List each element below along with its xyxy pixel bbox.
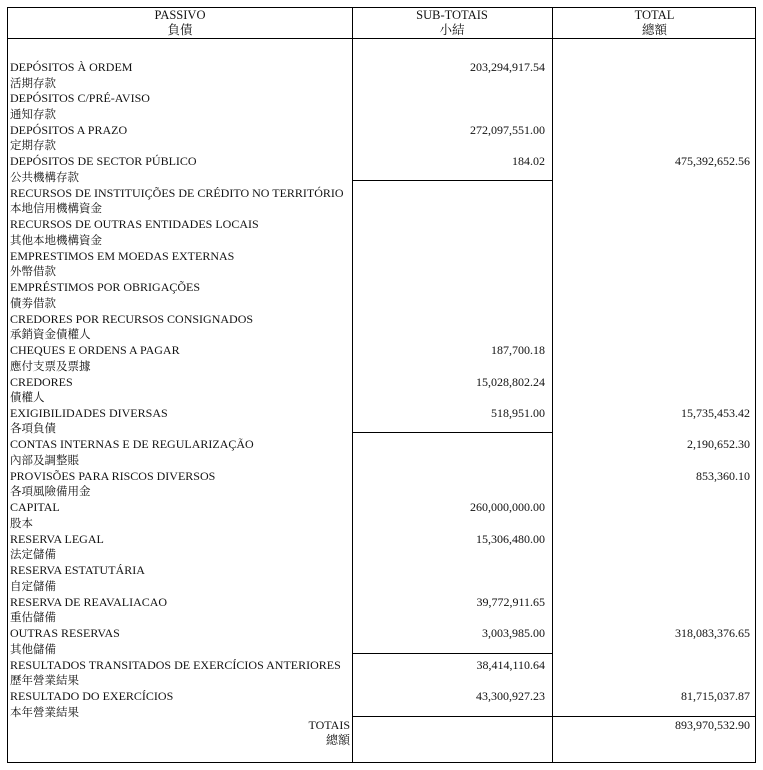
row-label: EXIGIBILIDADES DIVERSAS [10,405,168,420]
subtotal-rule [352,180,552,181]
row-total: 853,360.10 [696,468,750,483]
header-passivo-label: PASSIVO [154,8,206,22]
row-label-zh: 本地信用機構資金 [10,201,102,216]
row-label: RESERVA DE REAVALIACAO [10,594,168,609]
row-label: RESERVA ESTATUTÁRIA [10,563,145,578]
header-total [552,8,757,38]
row-label-zh: 外幣借款 [10,264,56,279]
row-label: DEPÓSITOS DE SECTOR PÚBLICO [10,154,197,169]
subtotal-rule [352,432,552,433]
row-label: EMPRÉSTIMOS POR OBRIGAÇÕES [10,280,201,295]
row-subtotal: 272,097,551.00 [470,122,545,137]
row-label: CONTAS INTERNAS E DE REGULARIZAÇÃO [10,437,254,452]
row-label: CHEQUES E ORDENS A PAGAR [10,343,180,358]
row-label: DEPÓSITOS À ORDEM [10,60,133,74]
row-subtotal: 38,414,110.64 [476,657,545,672]
header-total-label: TOTAL [634,8,675,22]
row-label-zh: 股本 [10,515,33,530]
row-subtotal: 3,003,985.00 [482,626,545,641]
row-label-zh: 自定儲備 [10,578,56,593]
row-label-zh: 重估儲備 [10,610,56,625]
row-label: OUTRAS RESERVAS [10,626,120,641]
row-total: 15,735,453.42 [681,405,750,420]
row-label: RESERVA LEGAL [10,531,104,546]
row-label-zh: 本年營業結果 [10,704,79,719]
row-label: RESULTADO DO EXERCÍCIOS [10,689,174,703]
row-subtotal: 184.02 [512,154,545,169]
header-passivo-label-zh: 負債 [167,23,193,37]
row-label-zh: 公共機構存款 [10,169,79,184]
subtotal-rule [352,653,552,654]
header-total-label-zh: 總額 [641,23,667,37]
row-label: CAPITAL [10,500,60,515]
row-subtotal: 15,028,802.24 [476,374,545,389]
header-subtotais-label: SUB-TOTAIS [416,8,488,22]
row-label-zh: 其他儲備 [10,641,56,656]
row-subtotal: 187,700.18 [491,343,545,358]
row-label: RESULTADOS TRANSITADOS DE EXERCÍCIOS ANTERIORES [10,657,341,672]
row-label-zh: 活期存款 [10,75,56,90]
row-label-zh: 應付支票及票據 [10,358,91,373]
header-passivo [8,8,352,38]
row-label-zh: 通知存款 [10,106,56,121]
row-total: 475,392,652.56 [675,154,750,169]
row-label-zh: 債劵借款 [10,295,56,310]
row-label: CREDORES POR RECURSOS CONSIGNADOS [10,311,254,326]
row-label: RECURSOS DE INSTITUIÇÕES DE CRÉDITO NO TERRITÓRIO [10,185,344,200]
totals-value: 893,970,532.90 [675,718,750,732]
header-subtotais [352,8,552,38]
row-subtotal: 43,300,927.23 [476,689,545,703]
row-label-zh: 承銷資金債權人 [10,327,91,342]
row-label-zh: 法定儲備 [10,547,56,562]
totals-label-zh: 總額 [325,733,350,747]
row-subtotal: 203,294,917.54 [470,60,545,74]
row-subtotal: 39,772,911.65 [476,594,545,609]
row-label-zh: 內部及調整賬 [10,452,79,467]
row-label: CREDORES [10,374,73,389]
row-label: PROVISÕES PARA RISCOS DIVERSOS [10,468,216,483]
totals-rule [352,716,755,717]
row-label: DEPÓSITOS C/PRÉ-AVISO [10,91,150,106]
row-total: 81,715,037.87 [681,689,750,703]
row-label-zh: 定期存款 [10,138,56,153]
row-label-zh: 歷年營業結果 [10,673,79,688]
row-label-zh: 各項風險備用金 [10,484,91,499]
totals-label [8,718,350,748]
row-subtotal: 518,951.00 [491,405,545,420]
row-total: 318,083,376.65 [675,626,750,641]
row-subtotal: 15,306,480.00 [476,531,545,546]
column-divider [552,8,553,762]
row-label-zh: 各項負債 [10,421,56,436]
row-label-zh: 其他本地機構資金 [10,232,102,247]
balance-sheet-table [7,7,756,763]
header-rule [8,38,755,39]
row-label-zh: 債權人 [10,390,45,404]
column-divider [352,8,353,762]
totals-label-pt: TOTAIS [308,718,350,732]
row-total: 2,190,652.30 [687,437,750,452]
row-label: EMPRESTIMOS EM MOEDAS EXTERNAS [10,248,235,263]
row-label: RECURSOS DE OUTRAS ENTIDADES LOCAIS [10,217,259,232]
row-label: DEPÓSITOS A PRAZO [10,122,128,137]
header-subtotais-label-zh: 小結 [439,23,465,37]
row-subtotal: 260,000,000.00 [470,500,545,515]
